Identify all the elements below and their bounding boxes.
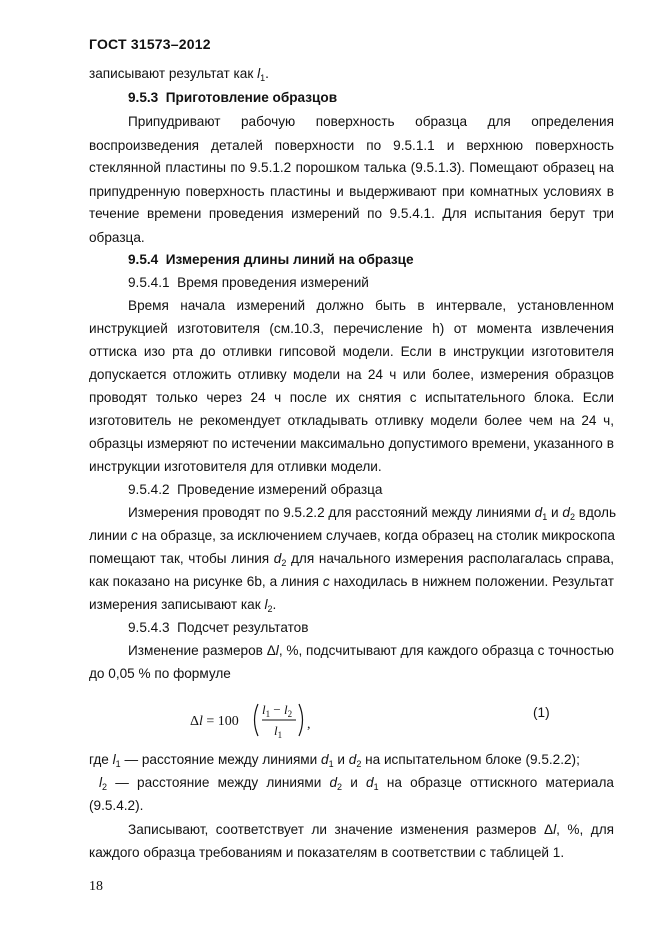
text-line: образцы измеряют по истечении максимально допустимого времени, указанного в: [89, 436, 614, 451]
formula-dimension-change: [190, 698, 320, 742]
text-line: воспроизведения деталей поверхности по 9.5.1.1 и верхнюю поверхность: [89, 138, 614, 153]
section-heading-9-5-4: 9.5.4 Измерения длины линий на образце: [128, 252, 414, 267]
text-line: припудренную поверхность пластины и выдерживают при комнатных условиях в: [89, 184, 614, 199]
text-line: Время начала измерений должно быть в интервале, установленном: [128, 298, 614, 313]
subsection-heading-9-5-4-2: 9.5.4.2 Проведение измерений образца: [128, 482, 383, 497]
text-line: $l_2$ — расстояние между линиями $d_2$ и $d_1$ на образце оттискного материала: [99, 775, 614, 792]
standard-header: ГОСТ 31573–2012: [89, 36, 211, 52]
svg-text:l1 − l2: $l_1 - l_2$: [262, 702, 293, 719]
text-line: Измерения проводят по 9.5.2.2 для расстояний между линиями $d_1$ и $d_2$ вдоль: [128, 505, 617, 522]
text-line: линии с на образце, за исключением случаев, когда образец на столик микроскопа: [89, 528, 615, 543]
text-line: Изменение размеров Δl, %, подсчитывают для каждого образца с точностью: [128, 643, 614, 658]
text-line: проводят только через 24 ч после их снятия с испытательного блока. Если: [89, 390, 614, 405]
text-line: допускается отложить отливку модели на 24 ч или более, измерения образцов: [89, 367, 614, 382]
subsection-heading-9-5-4-1: 9.5.4.1 Время проведения измерений: [128, 275, 369, 290]
text-line: инструкции изготовителя для отливки модели.: [89, 459, 382, 474]
text-line: течение времени проведения измерений по 9.5.4.1. Для испытания берут три: [89, 206, 614, 221]
section-heading-9-5-3: 9.5.3 Приготовление образцов: [128, 90, 338, 105]
text-line: изготовитель не рекомендует откладывать отливку модели более чем на 24 ч,: [89, 413, 614, 428]
text-line: где $l_1$ — расстояние между линиями $d_1$ и $d_2$ на испытательном блоке (9.5.2.2);: [89, 752, 580, 769]
text-line: записывают результат как $l_1$.: [89, 66, 269, 83]
text-line: Записывают, соответствует ли значение изменения размеров Δl, %, для: [128, 822, 614, 837]
text-line: до 0,05 % по формуле: [89, 666, 231, 681]
text-line: оттиска изо рта до отливки гипсовой модели. Если в инструкции изготовителя: [89, 344, 614, 359]
text-line: Припудривают рабочую поверхность образца для определения: [128, 114, 614, 129]
formula-number: (1): [533, 705, 550, 720]
text-line: каждого образца требованиям и показателям в соответствии с таблицей 1.: [89, 845, 565, 860]
svg-text:,: ,: [307, 717, 311, 732]
subsection-heading-9-5-4-3: 9.5.4.3 Подсчет результатов: [128, 620, 309, 635]
svg-text:l1: $l_1$: [274, 723, 283, 740]
text-line: стеклянной пластины по 9.5.1.2 порошком талька (9.5.1.3). Помещают образец на: [89, 160, 614, 175]
text-line: образца.: [89, 230, 145, 245]
text-line: инструкцией изготовителя (см.10.3, перечисление h) от момента извлечения: [89, 321, 614, 336]
page-number: 18: [89, 879, 103, 894]
text-line: как показано на рисунке 6b, а линия с находилась в нижнем положении. Результат: [89, 574, 614, 589]
text-line: (9.5.4.2).: [89, 798, 144, 813]
text-line: измерения записывают как $l_2$.: [89, 597, 277, 614]
text-line: помещают так, чтобы линия $d_2$ для начального измерения располагалась справа,: [89, 551, 614, 568]
svg-text:Δl = 100: Δl = 100: [190, 714, 239, 729]
